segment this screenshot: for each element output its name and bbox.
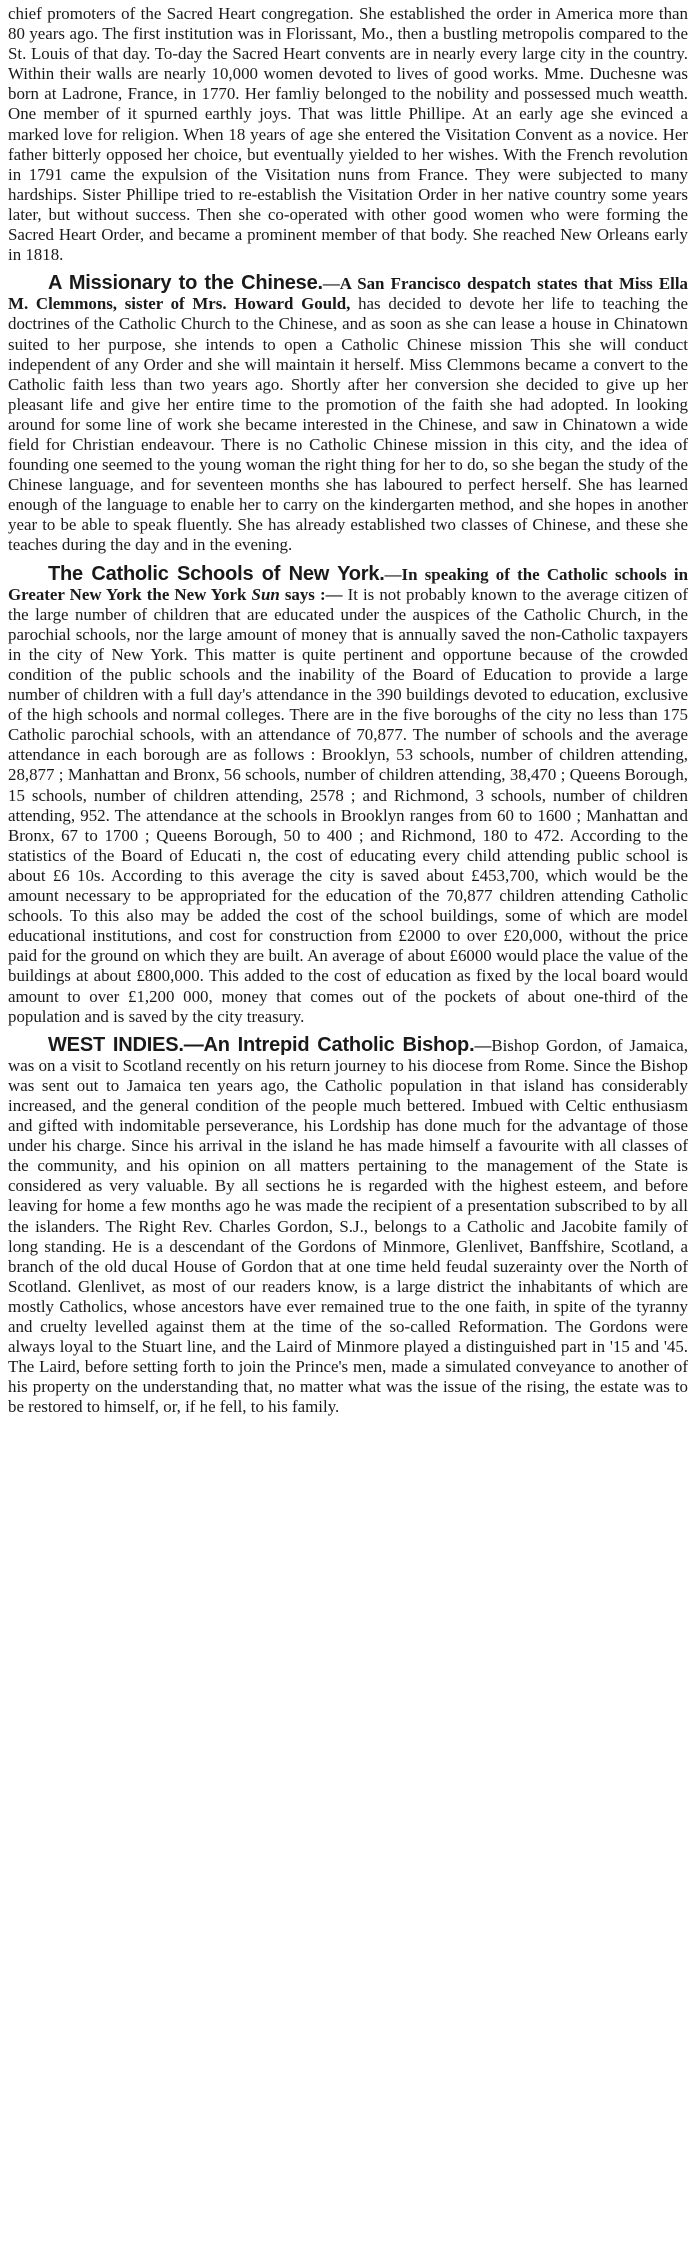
article-west-indies	[8, 1035, 688, 1418]
article-missionary-chinese	[8, 273, 688, 555]
article-bishop-heading: —An Intrepid Catholic Bishop.	[183, 1033, 475, 1056]
article-schools-heading: The Catholic Schools of New York.	[48, 562, 385, 585]
article-west-indies-body: Bishop Gordon, of Jamaica, was on a visit to Scotland recently on his return journey to his diocese from Rome. Since the Bishop was sent out to Jamaica ten years ago, the Catholic population in that island has considerably increased, and the general condition of the people much bettered. Imbued with Celtic enthusiasm and gifted with indomitable perseverance, his Lordship has done much for the advantage of those under his charge. Since his arrival in the island he has made himself a favourite with all classes of the community, and his opinion on all matters pertaining to the management of the State is considered as very valuable. By all sections he is regarded with the highest esteem, and before leaving for home a few months ago he was made the recipient of a presentation subscribed to by all the islanders. The Right Rev. Charles Gordon, S.J., belongs to a Catholic and Jacobite family of long standing. He is a descendant of the Gordons of Minmore, Glenlivet, Banffshire, Scotland, a branch of the old ducal House of Gordon that at one time held feudal suzerainty over the North of Scotland. Glenlivet, as most of our readers know, is a large district the inhabitants of which are mostly Catholics, whose ancestors have ever remained true to the one faith, in spite of the tyranny and cruelty levelled against them at the time of the so-called Reformation. The Gordons were always loyal to the Stuart line, and the Laird of Minmore played a distinguished part in '15 and '45. The Laird, before setting forth to join the Prince's men, made a simulated conveyance to another of his property on the understanding that, no matter what was the issue of the rising, the estate was to be restored to himself, or, if he fell, to his family.	[8, 1035, 689, 1417]
article-schools-new-york	[8, 564, 688, 1027]
article-missionary-heading: A Missionary to the Chinese.	[48, 272, 323, 295]
article-sacred-heart	[8, 4, 688, 265]
article-schools-intro: In speaking of the Catholic schools in Greater New York the New York	[8, 564, 688, 604]
article-schools-paper: Sun	[251, 584, 280, 604]
article-sacred-heart-body: chief promoters of the Sacred Heart congregation. She established the order in America more than 80 years ago. The first institution was in Florissant, Mo., then a bustling metropolis compared to the St. Louis of that day. To-day the Sacred Heart convents are in nearly every large city in the country. Within their walls are nearly 10,000 women devoted to lives of good works. Mme. Duchesne was born at Ladrone, France, in 1770. Her famliy belonged to the nobility and possessed much weatth. One member of it spurned earthly joys. That was little Phillipe. At an early age she evinced a marked love for religion. When 18 years of age she entered the Visitation Convent as a novice. Her father bitterly opposed her choice, but eventually yielded to her wishes. With the French revolution in 1791 came the expulsion of the Visitation nuns from France. They were subjected to many hardships. Sister Phillipe tried to re-establish the Visitation Order in her native country some years later, but without success. Then she co-operated with other good women who were forming the Sacred Heart Order, and became a prominent member of that body. She reached New Orleans early in 1818.	[8, 4, 688, 265]
article-schools-body: It is not probably known to the average citizen of the large number of children that are educated under the auspices of the Catholic Church, in the parochial schools, nor the large amount of money that is annually saved the non-Catholic taxpayers in the city of New York. This matter is quite pertinent and opportune because of the crowded condition of the public schools and the inability of the Board of Education to provide a large number of children with a full day's attendance in the 390 buildings devoted to education, exclusive of the high schools and normal colleges. There are in the five boroughs of the city no less than 175 Catholic parochial schools, with an attendance of 70,877. The number of schools and the average attendance in each borough are as follows : Brooklyn, 53 schools, number of children attending, 28,877 ; Manhattan and Bronx, 56 schools, number of children attending, 38,470 ; Queens Borough, 15 schools, number of children attending, 2578 ; and Richmond, 3 schools, number of children attending, 952. The attendance at the schools in Brooklyn ranges from 60 to 1600 ; Manhattan and Bronx, 67 to 1700 ; Queens Borough, 50 to 400 ; and Richmond, 180 to 472. According to the statistics of the Board of Educati n, the cost of educating every child attending public school is about £6 10s. According to this average the city is saved about £453,700, which would be the amount necessary to be appropriated for the education of the 70,877 children attending Catholic schools. To this also may be added the cost of the school buildings, some of which are model educational institutions, and cost for construction from £2000 to over £20,000, without the price paid for the ground on which they are built. An average of about £6000 would place the value of the buildings at about £800,000. This added to the cost of education as fixed by the local board would amount to over £1,200 000, money that comes out of the pockets of about one-third of the population and is saved by the city treasury.	[8, 584, 688, 1026]
article-west-indies-dash: —	[474, 1035, 492, 1055]
article-schools-dash: —	[384, 564, 402, 584]
article-missionary-intro: A San Francisco despatch states that Miss Ella M. Clemmons, sister of Mrs. Howard Gould,	[8, 274, 688, 314]
article-schools-says: says :—	[279, 584, 343, 604]
article-missionary-body: has decided to devote her life to teaching the doctrines of the Catholic Church to the Chinese, and as soon as she can lease a house in Chinatown suited to her purpose, she intends to open a Catholic Chinese mission This she will conduct independent of any Order and she will maintain it herself. Miss Clemmons became a convert to the Catholic faith less than two years ago. Shortly after her conversion she decided to give up her pleasant life and give her entire time to the promotion of the faith she had adopted. In looking around for some line of work she became interested in the Chinese, and saw in Chinatown a wide field for Christian endeavour. There is no Catholic Chinese mission in this city, and the idea of founding one seemed to the young woman the right thing for her to do, so she began the study of the Chinese language, and for seventeen months she has laboured to perfect herself. She has learned enough of the language to enable her to carry on the kindergarten method, and she hopes in another year to be able to speak fluently. She has already established two classes of Chinese, and these she teaches during the day and in the evening.	[8, 294, 688, 555]
article-missionary-dash: —	[322, 274, 340, 294]
article-west-indies-heading: WEST INDIES.	[48, 1033, 184, 1056]
